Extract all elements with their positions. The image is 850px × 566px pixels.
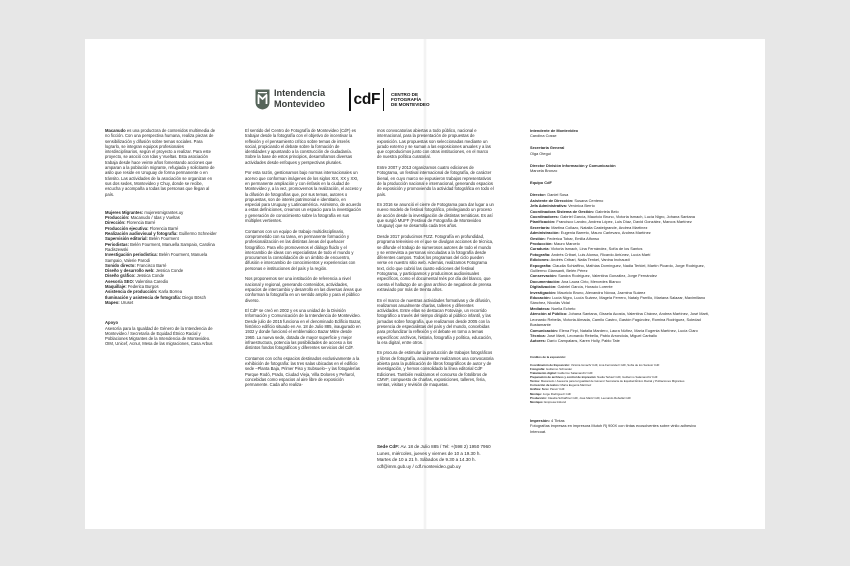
- team-role: Conservación:: [530, 273, 558, 279]
- exhibition-heading: Créditos de la exposición:: [530, 354, 566, 359]
- exhibition-value: Empresa Inkiund: [544, 399, 567, 404]
- contact-line: Lunes, miércoles, jueves y viernes de 10 a 19.30 h.: [377, 450, 481, 456]
- team-role: Asistente de Dirección:: [530, 197, 574, 203]
- team-role: Administración:: [530, 230, 560, 236]
- contact-line: Martes de 10 a 21 h. Sábados de 9.30 a 14.30 h.: [377, 457, 476, 463]
- contact-label: Sede CdF:: [377, 444, 400, 449]
- team-names: Federica Tobar, Emilia Alfonso: [546, 235, 600, 241]
- body-paragraph: Nos proponemos ser una institución de referencia a nivel nacional y regional, generando contenidos, actividades, espacios de intercambio y desarrollo en las diversas áreas que conforman la fotografía en un sentido amplio y para el público diverso.: [245, 276, 362, 303]
- support-block: [105, 320, 217, 346]
- contact-lines: [377, 451, 505, 471]
- team-names: Francisco Landro, Andrea López, Luis Díaz, David González, Marcos Martínez: [556, 219, 692, 225]
- printing-details: Fotografías impresas en impresora Mutoh Rj 900X con tintas ecosolventes sobre vinilo adhesivo Intercoat.: [530, 423, 697, 434]
- team-role: Digitalización:: [530, 284, 557, 290]
- team-role: Secretaría:: [530, 224, 551, 230]
- body-paragraph: En 2016 se anunció el cierre de Fotograma para dar lugar a un nuevo modelo de festival fotográfico, privilegiando un proceso de acción desde la investigación de distintas temáticas. Es así que surgió MUFF (Festival de Fotografía de Montevideo Uruguay) que se desarrolla cada tres años.: [377, 202, 494, 229]
- body-paragraph: Entre 2007 y 2013 organizamos cuatro ediciones de Fotograma, un festival internacional de fotografía, de carácter bienal, en cuyo marco se expusieron trabajos representativos de la producción nacional e internacional, generando espacios de exposición y promoviendo la actividad fotográfica en todo el país.: [377, 165, 494, 197]
- authority-name: Marcela Bronzo: [530, 168, 558, 174]
- credit-value: Jessica Conde: [136, 273, 165, 279]
- intro-text: es una productora de contenidos multimedia de no ficción. Con una perspectiva humana, realiza piezas de sensibilización y difusión sobre temas sociales. Para lograrlo, se integran equipos profesionales interdisciplinarios, según el proyecto a realizar. Para este proyecto, se asoció con Idas y Vueltas. Esta asociación trabaja desde hace veinte años fomentando acciones que amparan a la población migrante, refugiada y solicitante de asilo que reside en Uruguay de forma permanente o en tránsito. Las actividades de la asociación se organizan en sus dos sedes, Montevideo y Chuy, donde se recibe, escucha y acompaña a todas las personas que llegan al país.: [105, 128, 216, 197]
- contact-address: Av. 18 de Julio 885 / Tel: +(598 2) 1950 7960: [400, 444, 491, 449]
- cdf-name-line3: DE MONTEVIDEO: [391, 102, 430, 108]
- authority-name: Olga Otegui: [530, 150, 551, 156]
- team-role: Producción:: [530, 241, 553, 246]
- shield-icon: [255, 89, 270, 110]
- team-role: Mediateca:: [530, 305, 551, 311]
- right-column: [530, 128, 720, 434]
- credit-line: [105, 252, 217, 263]
- team-names: Claudia Schiaffino, Mathías Domínguez, Nadia Terkiel, Martín Picardo, Jorge Rodríguez, Guillermo Giansanti, Belén Pérez: [530, 262, 705, 274]
- exhibition-value: Guillermo Schneider: [545, 367, 573, 371]
- authority-block: [530, 163, 720, 174]
- exhibition-label: Montajes:: [530, 399, 544, 404]
- exhibition-value: María Eugenia Martínez: [560, 383, 592, 388]
- credit-label: Mapeo:: [105, 299, 120, 305]
- body-paragraph: En el marco de nuestras actividades formativas y de difusión, realizamos anualmente charlas, talleres y diferentes actividades. Entre ellas se destacan Fotoviaje, un recorrido fotográfico a través del tiempo dirigido al público infantil, y las jornadas sobre fotografía, que realizamos desde 2005 con la presencia de especialistas del país y del mundo, concebidas para profundizar la reflexión y el debate en torno a temas específicos: archivos, historia, fotografía y política, educación, la era digital, entre otros.: [377, 297, 492, 345]
- project-credits: [105, 210, 217, 305]
- team-names: Johana Santana, Gissela Acosta, Valentina Chávez, Andrea Martínez, José Martí, Leonardo Rebella, Victoria Almada, Camilo Castro, Gastón Fagúndez, Romina Rodríguez, Soledad Bustamante: [530, 311, 710, 328]
- credit-value: Valentina Caredio: [135, 278, 169, 284]
- team-role: Atención al Público:: [530, 311, 568, 317]
- exhibition-value: Belén Pérez/ CdF: [541, 387, 565, 392]
- exhibition-label: Textos:: [530, 379, 541, 384]
- team-names: Darío Campalans, Karen Holly, Pablo Tate: [547, 338, 620, 344]
- exhibition-label: Montaje:: [530, 391, 542, 396]
- team-role: Planificación:: [530, 219, 556, 225]
- team-names: Eugenia Barreto, Mauro Carlevaro, Andrea Martínez: [560, 230, 651, 236]
- printing-info: [530, 418, 710, 434]
- contact-line: cdf@imm.gub.uy / cdf.montevideo.gub.uy: [377, 463, 461, 469]
- support-paragraphs: [105, 326, 217, 347]
- exhibition-value: Claudia Schiaffino/ CdF, José Martí/ CdF, Leonardo Rebella/ CdF: [547, 395, 632, 400]
- credit-value: Diego Bösch: [182, 294, 207, 300]
- team-member-line: [530, 311, 720, 327]
- body-paragraph: En procura de estimular la producción de trabajos fotográficos y libros de fotografía, anualmente realizamos una convocatoria abierta para la publicación de libros fotográficos de autor y de investigación, y hemos consolidado la línea editorial CdF Ediciones. También realizamos el concurso de fotolibros de CMVF, compuesto de charlas, exposiciones, talleres, feria, ventas, visitas y revisión de maquetas.: [377, 350, 494, 388]
- body-paragraph: El CdF se creó en 2002 y es una unidad de la División Información y Comunicación de la Intendencia de Montevideo. Desde julio de 2015 funciona en el denominado Edificio Bazar, histórico edificio situado en Av. 18 de Julio 885, inaugurado en 1932 y donde funcionó el emblemático Bazar Mitre desde 1960. La nueva sede, dotada de mayor superficie y mejor infraestructura, potencia las posibilidades de acceso a los distintos fondos fotográficos y diferentes servicios del CdF.: [245, 308, 362, 351]
- exhibition-value: Nadia Terkiel/ CdF, Guillermo Salamanchi/ CdF: [597, 375, 658, 380]
- credit-label: Supervisión editorial:: [105, 236, 148, 242]
- team-role: Coordinadores:: [530, 213, 559, 219]
- support-paragraph: Asesoría para la Igualdad de Género de la Intendencia de Montevideo / Secretaría de Equidad Étnico Racial y Poblaciones Migrantes de la Intendencia de Montevideo.: [105, 325, 213, 342]
- credit-value: Federica Burgos: [127, 284, 159, 290]
- credit-label: Asistencia de producción:: [105, 289, 158, 295]
- credit-value: Uruset: [120, 299, 134, 305]
- credit-label: Diseño y desarrollo web:: [105, 268, 155, 274]
- exhibition-credits: [530, 355, 730, 404]
- body-paragraph: Contamos con ocho espacios destinados exclusivamente a la exhibición de fotografía: las tres salas ubicadas en el edificio sede –Planta Baja, Primer Piso y Subsuelo– y las fotogalerías Parque Rodó, Prado, Ciudad Vieja, Villa Dolores y Peñarol, concebidas como espacios al aire libre de exposición permanente. Cada año realiza-: [245, 355, 360, 388]
- intendencia-wordmark: [274, 88, 325, 109]
- credit-label: Periodistas:: [105, 241, 129, 247]
- credit-label: Maquillaje:: [105, 284, 127, 290]
- authority-name: Carolina Cosse: [530, 133, 557, 139]
- cdf-logo-name: [391, 92, 430, 108]
- team-names: Daniel Sosa: [547, 192, 569, 198]
- team-role: Curaduría:: [530, 246, 550, 252]
- body-paragraph: El sentido del Centro de Fotografía de Montevideo (CdF) es trabajar desde la fotografía con el objetivo de incentivar la reflexión y el pensamiento crítico sobre temas de interés social, propiciando el debate sobre la formación de identidades y apuntando a la construcción de ciudadanía. Sobre la base de estos principios, desarrollamos diversas actividades desde enfoques y perspectivas plurales.: [245, 128, 357, 165]
- team-names: Ana Laura Cirio, Mercedes Blanco: [561, 278, 621, 284]
- team-member-line: [530, 263, 720, 274]
- credit-value: Belén Fourment, Manuela Sampaio, Valerie Parodi: [105, 252, 208, 263]
- credit-label: Dirección:: [105, 220, 126, 226]
- exhibition-label: Corrección de textos:: [530, 383, 560, 388]
- credit-label: Producción ejecutiva:: [105, 225, 149, 231]
- team-names: Noelia Echeto: [551, 305, 576, 311]
- printing-label: Impresión:: [530, 417, 550, 423]
- authority-title: Intendente de Montevideo: [530, 128, 578, 133]
- body-paragraph: Contamos con un equipo de trabajo multidisciplinario, comprometido con su tarea, en permanente formación y profesionalización en las distintas áreas del quehacer fotográfico. Para ello promovemos el diálogo fluido y el intercambio de ideas con especialistas de todo el mundo y procuramos la consolidación de un ámbito de encuentro, difusión e intercambio de conocimientos y experiencias con personas e instituciones del país y la región.: [245, 228, 356, 271]
- body-paragraph: Desde 2017 producimos FIZZ. Fotografía en profundidad, programa televisivo en el que se divulgan acciones de técnica, se difunde el trabajo de numerosos autores de todo el mundo y se entrevista a personas vinculadas a la fotografía desde diferentes campos. Todos los programas del ciclo pueden verse en nuestro sitio web. Además, realizamos Fotograma text, ciclo que cubrió las cuatro ediciones del festival Fotograma, y participamos y producimos audiovisuales específicos, como el documental Inés por día del blanco, que cuenta el hallazgo de un gran archivo de negativos de prensa extraviado por más de treinta años.: [377, 233, 494, 292]
- team-role: Comunicación:: [530, 327, 559, 333]
- exhibition-value: Jorge Rodríguez/ CdF: [542, 391, 572, 396]
- intro-lead: Macanudo: [105, 128, 126, 133]
- exhibition-label: Fotografía:: [530, 367, 546, 371]
- credit-label: Investigación periodística:: [105, 252, 158, 258]
- team-names: Susana Centeno: [574, 197, 604, 203]
- exhibition-value: Victoria Ismach/ CdF, Lina Fernández/ CdF, Sofía de los Santos/ CdF: [570, 362, 660, 367]
- credit-label: Diseño gráfico:: [105, 273, 136, 279]
- team-names: José Martí, Leonardo Rebella, Pablo Arrondola, Miguel Carballo: [546, 332, 657, 338]
- team-role: Investigación:: [530, 289, 557, 295]
- team-role: Fotografía:: [530, 251, 551, 257]
- team-role: Documentación:: [530, 278, 561, 284]
- authority-title: Secretaria General: [530, 145, 565, 151]
- team-names: Mauro Marcelo: [553, 241, 580, 246]
- left-column-2: [245, 128, 362, 393]
- authority-block: [530, 145, 720, 156]
- team-role: Autores:: [530, 338, 546, 344]
- credit-value: Guillermo Schneider: [178, 231, 217, 237]
- exhibition-label: Preparación de archivos y control de impresión:: [530, 375, 597, 380]
- credit-label: Producción:: [105, 215, 130, 221]
- cdf-logo-mark: cdF: [349, 88, 384, 111]
- team-names: Andrés Cribari, Luis Alonso, Ricardo Antúnez, Lucía Martí: [551, 251, 651, 257]
- authority-title: Director División Información y Comunicación: [530, 162, 616, 168]
- team-names: Verónica Berrio: [568, 203, 595, 209]
- left-column-1: [105, 128, 217, 347]
- team-names: Victoria Ismach, Lina Fernández, Sofía de los Santos: [550, 246, 643, 252]
- printing-value: 4 Tintas: [550, 417, 565, 423]
- team-names: Lucía Nigro, Lucía Suárez, Magela Ferrero, Nataly Parrillo, Mariana Salazar, Maximiliano Sánchez, Nicolás Vidal: [530, 295, 706, 306]
- team-names: Elena Firpi, Natalia Mardero, Laura Núñez, María Eugenia Martínez, Lucía Claro: [559, 327, 698, 333]
- left-column-3: [377, 128, 494, 393]
- team-role: Ediciones:: [530, 257, 550, 263]
- credit-label: Mujeres Migrantes:: [105, 209, 144, 215]
- intendencia-line1: Intendencia: [274, 88, 326, 98]
- team-member-line: [530, 295, 720, 306]
- exhibition-label: Producción:: [530, 395, 547, 400]
- body-paragraph: mos convocatorias abiertas a todo público, nacional e internacional, para la presentación de propuestas de exposición. Las propuestas son seleccionadas mediante un jurado externo y se suman a las exposiciones anuales y a las que coproducimos junto con otras instituciones, en el marco de nuestra política curatorial.: [377, 128, 491, 160]
- credit-line: [105, 300, 217, 305]
- team-member-line: [530, 338, 720, 343]
- team-names: Gabriela Belo: [595, 208, 619, 214]
- credit-label: Asesoría SEO:: [105, 278, 135, 284]
- credit-value: Florencia Barré: [126, 220, 156, 226]
- team-names: Andrés Cribari, Natia Tenkel, Vanina Inchausti: [550, 257, 630, 263]
- credit-value: Belén Fourment: [149, 236, 179, 242]
- support-heading: Apoyo: [105, 320, 119, 326]
- team-heading: Equipo CdF: [530, 179, 552, 185]
- exhibition-credit-line: [530, 400, 730, 404]
- credit-value: Florencia Barré: [149, 225, 179, 231]
- support-paragraph: OIM, Unicef, Acnur, Mesa de las migraciones, Casa Arbus: [105, 341, 213, 347]
- team-names: Mauricio Bruno, Alexandra Nóvoa, Jazmina Suárez: [557, 289, 646, 295]
- credit-label: Sonido directo:: [105, 262, 136, 268]
- team-role: Jefa Administrativa:: [530, 203, 568, 209]
- intro-paragraph: [105, 128, 217, 197]
- credit-line: [105, 242, 217, 253]
- cdf-name-line1: CENTRO DE: [391, 92, 419, 97]
- authority-block: [530, 128, 720, 139]
- credit-value: Macanudo / Idas y Vueltas: [130, 215, 180, 221]
- exhibition-value: Macanudo / Asesoría para la Igualdad de Género/ Secretaría de Equidad Étnico Racial y Poblaciones Migrantes: [540, 379, 685, 384]
- cdf-name-line2: FOTOGRAFÍA: [391, 97, 422, 103]
- team-names: Sandra Rodríguez, Valentina González, Jorge Fernández: [558, 273, 657, 279]
- credit-value: Belén Fourment, Manuella Sampaio, Carolina Radiszewski: [105, 241, 215, 252]
- exhibition-label: Gráfica:: [530, 387, 541, 392]
- team-names: Martina Collazo, Natalia Castelgrande, Andrea Martínez: [551, 224, 648, 230]
- credit-value: Karla Borrea: [158, 289, 183, 295]
- exhibition-label: Tratamiento digital:: [530, 371, 557, 376]
- cdf-contact: [377, 444, 505, 470]
- credit-value: mujeresmigrantes.uy: [144, 209, 184, 215]
- team-role: Coordinadora Sistema de Gestión:: [530, 208, 594, 214]
- team-role: Expografía:: [530, 262, 552, 268]
- intendencia-line2: Montevideo: [274, 98, 326, 109]
- credit-value: Jessica Conde: [155, 268, 184, 274]
- contact-first-line: [377, 444, 505, 451]
- team-names: Gabriel García, Horacio Lorente: [557, 284, 613, 290]
- team-role: Gestión:: [530, 235, 546, 241]
- authorities: [530, 128, 720, 173]
- credit-label: Realización audiovisual y fotografía:: [105, 231, 178, 237]
- team-role: Educación:: [530, 295, 551, 301]
- body-paragraph: Por esta razón, gestionamos bajo normas internacionales un acervo que conforman imágenes de los siglos XIX, XX y XXI, en permanente ampliación y con énfasis en la ciudad de Montevideo y, a la vez, promovemos la realización, el acceso y la difusión de fotografías que, por sus temas, autores o propuestas, son de interés patrimonial e identitario, en especial para Uruguay y Latinoamérica. Asimismo, de acuerdo a estas definiciones, creamos un espacio para la investigación y generación de conocimiento sobre la fotografía en sus múltiples vertientes.: [245, 170, 362, 224]
- exhibition-label: Coordinación de Exposición:: [530, 362, 570, 367]
- team-role: Técnica:: [530, 332, 546, 338]
- credit-value: Francisco Barré: [136, 262, 167, 268]
- credit-label: Iluminación y asistencia de fotografía:: [105, 294, 182, 300]
- team-names: Gabriel García, Mauricio Bruno, Victoria Ismach, Lucía Nigro, Johana Santana: [560, 213, 695, 219]
- team-role: Director:: [530, 192, 547, 198]
- exhibition-items: [530, 363, 730, 404]
- exhibition-value: Guillermo Salamanchi/ CdF: [557, 371, 593, 376]
- team-list: [530, 192, 720, 343]
